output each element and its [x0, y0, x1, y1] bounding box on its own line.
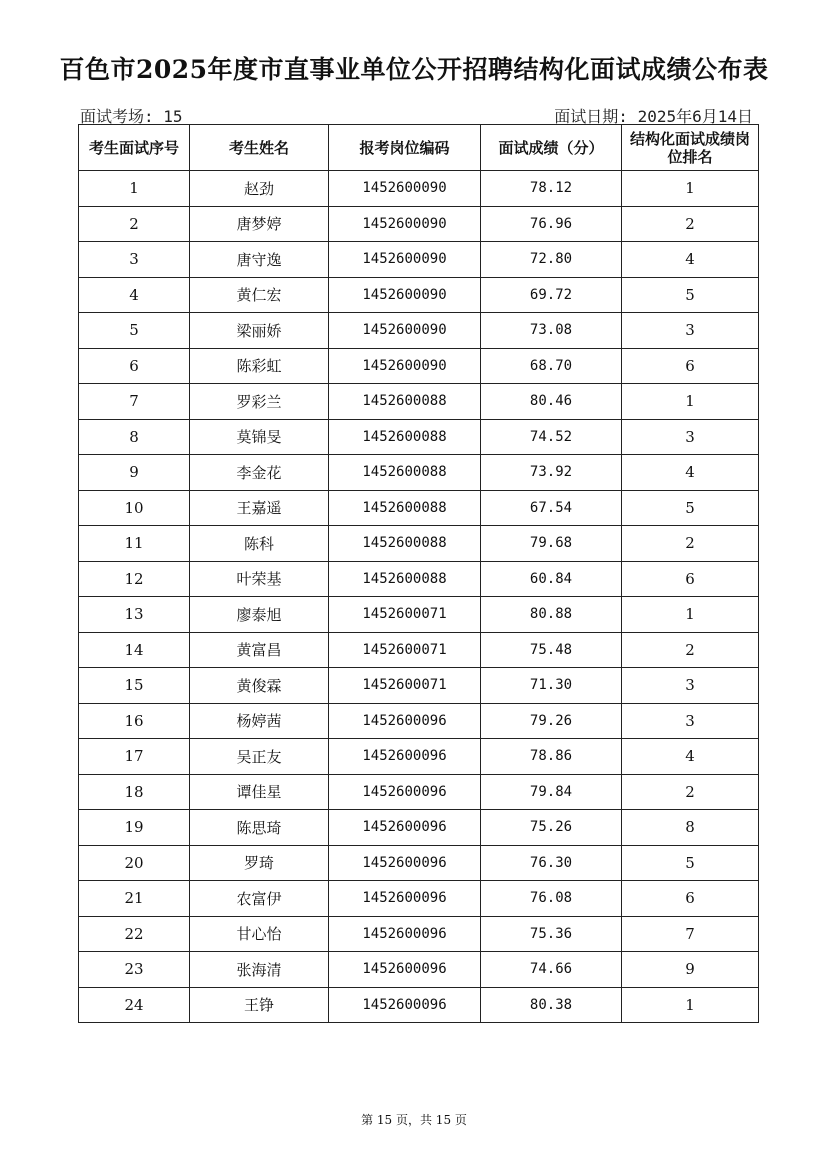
cell-score: 74.52 — [481, 419, 622, 455]
cell-score: 76.96 — [481, 206, 622, 242]
cell-seq: 15 — [79, 668, 190, 704]
cell-rank: 4 — [622, 242, 759, 278]
cell-seq: 4 — [79, 277, 190, 313]
cell-rank: 3 — [622, 703, 759, 739]
cell-rank: 5 — [622, 845, 759, 881]
table-row — [79, 952, 759, 988]
cell-name: 唐守逸 — [190, 242, 329, 278]
header-row — [79, 125, 759, 171]
cell-code: 1452600088 — [329, 384, 481, 420]
table-row — [79, 774, 759, 810]
cell-rank: 7 — [622, 916, 759, 952]
cell-code: 1452600090 — [329, 348, 481, 384]
table-row — [79, 419, 759, 455]
cell-code: 1452600096 — [329, 881, 481, 917]
cell-seq: 8 — [79, 419, 190, 455]
cell-score: 71.30 — [481, 668, 622, 704]
table-row — [79, 668, 759, 704]
cell-name: 黄富昌 — [190, 632, 329, 668]
table-row — [79, 348, 759, 384]
table-row — [79, 845, 759, 881]
cell-seq: 17 — [79, 739, 190, 775]
cell-rank: 4 — [622, 455, 759, 491]
table-row — [79, 597, 759, 633]
cell-name: 陈彩虹 — [190, 348, 329, 384]
table-row — [79, 810, 759, 846]
table-row — [79, 632, 759, 668]
cell-score: 79.26 — [481, 703, 622, 739]
cell-code: 1452600096 — [329, 916, 481, 952]
cell-code: 1452600071 — [329, 632, 481, 668]
cell-code: 1452600096 — [329, 810, 481, 846]
cell-name: 谭佳星 — [190, 774, 329, 810]
cell-seq: 14 — [79, 632, 190, 668]
cell-rank: 1 — [622, 987, 759, 1023]
cell-name: 赵劲 — [190, 171, 329, 207]
cell-name: 王铮 — [190, 987, 329, 1023]
cell-score: 73.92 — [481, 455, 622, 491]
cell-name: 廖泰旭 — [190, 597, 329, 633]
cell-code: 1452600090 — [329, 206, 481, 242]
table-row — [79, 490, 759, 526]
cell-rank: 8 — [622, 810, 759, 846]
table-row — [79, 561, 759, 597]
cell-code: 1452600090 — [329, 277, 481, 313]
cell-code: 1452600088 — [329, 455, 481, 491]
cell-code: 1452600096 — [329, 739, 481, 775]
table-row — [79, 206, 759, 242]
cell-rank: 6 — [622, 881, 759, 917]
scores-table — [78, 124, 759, 1023]
table-row — [79, 455, 759, 491]
column-header-code: 报考岗位编码 — [329, 125, 481, 171]
cell-name: 陈思琦 — [190, 810, 329, 846]
table-row — [79, 881, 759, 917]
table-row — [79, 987, 759, 1023]
cell-rank: 2 — [622, 526, 759, 562]
cell-score: 73.08 — [481, 313, 622, 349]
cell-rank: 1 — [622, 597, 759, 633]
cell-score: 60.84 — [481, 561, 622, 597]
cell-name: 农富伊 — [190, 881, 329, 917]
cell-rank: 2 — [622, 632, 759, 668]
cell-name: 罗彩兰 — [190, 384, 329, 420]
cell-score: 75.36 — [481, 916, 622, 952]
cell-score: 80.88 — [481, 597, 622, 633]
cell-name: 罗琦 — [190, 845, 329, 881]
cell-code: 1452600090 — [329, 313, 481, 349]
table-row — [79, 277, 759, 313]
cell-code: 1452600090 — [329, 171, 481, 207]
cell-name: 甘心怡 — [190, 916, 329, 952]
cell-name: 莫锦旻 — [190, 419, 329, 455]
cell-rank: 5 — [622, 490, 759, 526]
cell-seq: 21 — [79, 881, 190, 917]
cell-code: 1452600096 — [329, 774, 481, 810]
cell-score: 80.46 — [481, 384, 622, 420]
cell-seq: 2 — [79, 206, 190, 242]
cell-score: 72.80 — [481, 242, 622, 278]
cell-rank: 1 — [622, 384, 759, 420]
cell-code: 1452600090 — [329, 242, 481, 278]
cell-seq: 3 — [79, 242, 190, 278]
exam-room-label: 面试考场: 15 — [80, 107, 183, 126]
cell-seq: 18 — [79, 774, 190, 810]
exam-date-label: 面试日期: 2025年6月14日 — [554, 107, 753, 126]
column-header-name: 考生姓名 — [190, 125, 329, 171]
cell-code: 1452600096 — [329, 703, 481, 739]
cell-score: 74.66 — [481, 952, 622, 988]
cell-seq: 22 — [79, 916, 190, 952]
cell-score: 78.86 — [481, 739, 622, 775]
column-header-seq: 考生面试序号 — [79, 125, 190, 171]
cell-rank: 3 — [622, 419, 759, 455]
table-row — [79, 313, 759, 349]
cell-name: 黄仁宏 — [190, 277, 329, 313]
cell-code: 1452600088 — [329, 490, 481, 526]
cell-name: 张海清 — [190, 952, 329, 988]
cell-name: 杨婷茜 — [190, 703, 329, 739]
table-row — [79, 916, 759, 952]
cell-seq: 10 — [79, 490, 190, 526]
cell-rank: 9 — [622, 952, 759, 988]
cell-score: 67.54 — [481, 490, 622, 526]
cell-name: 唐梦婷 — [190, 206, 329, 242]
cell-score: 80.38 — [481, 987, 622, 1023]
cell-name: 黄俊霖 — [190, 668, 329, 704]
cell-name: 叶荣基 — [190, 561, 329, 597]
table-row — [79, 526, 759, 562]
document-title: 百色市2025年度市直事业单位公开招聘结构化面试成绩公布表 — [59, 55, 769, 84]
cell-code: 1452600071 — [329, 597, 481, 633]
cell-code: 1452600088 — [329, 561, 481, 597]
column-header-score: 面试成绩（分） — [481, 125, 622, 171]
cell-name: 王嘉遥 — [190, 490, 329, 526]
cell-rank: 2 — [622, 206, 759, 242]
cell-score: 75.26 — [481, 810, 622, 846]
cell-score: 76.08 — [481, 881, 622, 917]
cell-seq: 9 — [79, 455, 190, 491]
page-footer: 第 15 页，共 15 页 — [361, 1113, 467, 1127]
cell-score: 79.84 — [481, 774, 622, 810]
cell-rank: 6 — [622, 348, 759, 384]
cell-code: 1452600096 — [329, 845, 481, 881]
cell-name: 李金花 — [190, 455, 329, 491]
cell-rank: 3 — [622, 668, 759, 704]
cell-code: 1452600096 — [329, 952, 481, 988]
cell-rank: 1 — [622, 171, 759, 207]
cell-seq: 24 — [79, 987, 190, 1023]
cell-rank: 4 — [622, 739, 759, 775]
cell-score: 69.72 — [481, 277, 622, 313]
cell-seq: 20 — [79, 845, 190, 881]
cell-seq: 19 — [79, 810, 190, 846]
table-row — [79, 384, 759, 420]
cell-seq: 16 — [79, 703, 190, 739]
cell-rank: 5 — [622, 277, 759, 313]
cell-seq: 6 — [79, 348, 190, 384]
cell-code: 1452600088 — [329, 419, 481, 455]
cell-seq: 7 — [79, 384, 190, 420]
cell-score: 76.30 — [481, 845, 622, 881]
table-row — [79, 242, 759, 278]
cell-rank: 3 — [622, 313, 759, 349]
cell-score: 75.48 — [481, 632, 622, 668]
cell-code: 1452600088 — [329, 526, 481, 562]
table-row — [79, 739, 759, 775]
cell-rank: 2 — [622, 774, 759, 810]
cell-score: 78.12 — [481, 171, 622, 207]
table-row — [79, 703, 759, 739]
cell-seq: 11 — [79, 526, 190, 562]
cell-name: 吴正友 — [190, 739, 329, 775]
column-header-rank: 结构化面试成绩岗位排名 — [622, 125, 759, 171]
cell-seq: 23 — [79, 952, 190, 988]
cell-name: 陈科 — [190, 526, 329, 562]
cell-score: 68.70 — [481, 348, 622, 384]
cell-seq: 12 — [79, 561, 190, 597]
cell-seq: 1 — [79, 171, 190, 207]
cell-code: 1452600071 — [329, 668, 481, 704]
cell-score: 79.68 — [481, 526, 622, 562]
cell-code: 1452600096 — [329, 987, 481, 1023]
cell-seq: 13 — [79, 597, 190, 633]
cell-seq: 5 — [79, 313, 190, 349]
cell-rank: 6 — [622, 561, 759, 597]
table-row — [79, 171, 759, 207]
cell-name: 梁丽娇 — [190, 313, 329, 349]
